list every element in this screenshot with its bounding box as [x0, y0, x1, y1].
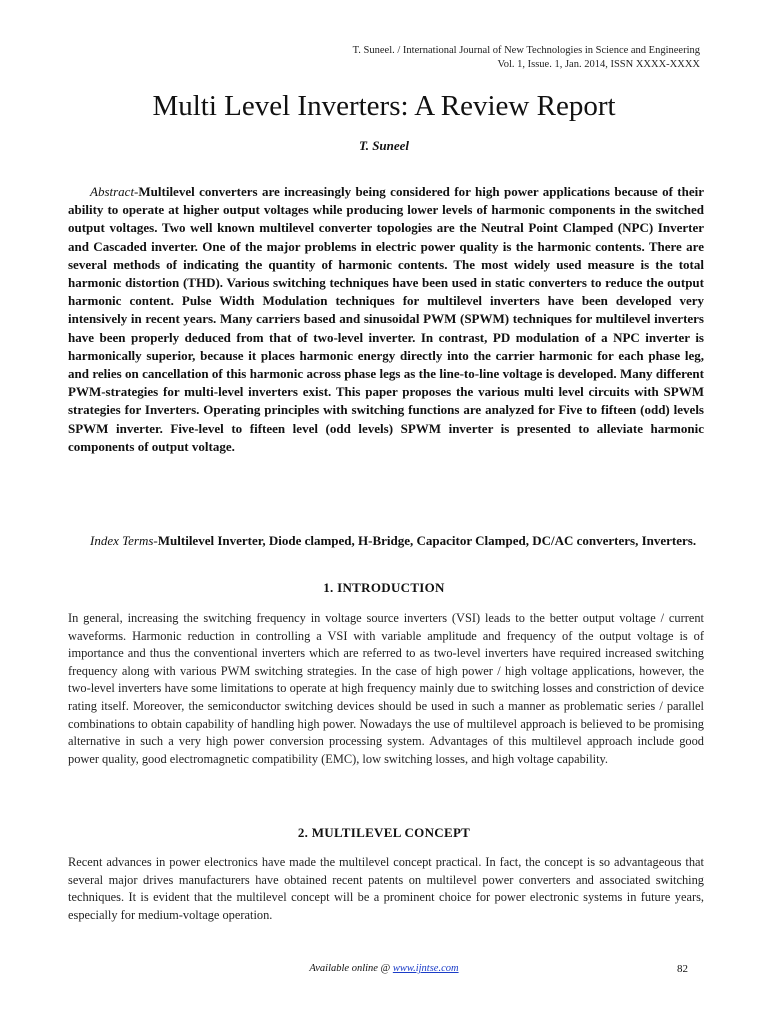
index-terms-label: Index Terms- — [90, 533, 158, 548]
abstract — [68, 183, 704, 456]
index-terms — [68, 532, 704, 550]
section-heading-multilevel-concept: 2. MULTILEVEL CONCEPT — [297, 825, 471, 840]
index-terms-text: Multilevel Inverter, Diode clamped, H-Bridge, Capacitor Clamped, DC/AC converters, Inverters. — [157, 533, 697, 548]
journal-citation-line: T. Suneel. / International Journal of New Technologies in Science and Engineering — [352, 45, 700, 56]
paper-title: Multi Level Inverters: A Review Report — [152, 90, 616, 122]
footer-availability — [0, 963, 768, 974]
journal-website-link[interactable]: www.ijntse.com — [392, 963, 459, 974]
page-number: 82 — [677, 963, 688, 975]
introduction-paragraph: In general, increasing the switching frequency in voltage source inverters (VSI) leads to the better output voltage / current waveforms. Harmonic reduction in controlling a VSI with variable amplitude and frequency of the output voltage is of importance and thus the conventional inverters which are referred to as two-level inverters have required increased switching frequency along with various PWM switching strategies. In the case of high power / high voltage applications, however, the two-level inverters have some limitations to operate at high frequency mainly due to switching losses and constriction of device rating itself. Moreover, the semiconductor switching devices should be used in such a manner as problematic series / parallel combinations to obtain capability of handling high power. Nowadays the use of multilevel approach is believed to be promising alternative in such a very high power conversion processing system. Advantages of this multilevel approach include good power quality, good electromagnetic compatibility (EMC), low switching losses, and high voltage capability. — [68, 611, 704, 766]
abstract-label: Abstract- — [90, 184, 139, 199]
journal-volume-line: Vol. 1, Issue. 1, Jan. 2014, ISSN XXXX-XXXX — [497, 59, 700, 70]
multilevel-concept-paragraph: Recent advances in power electronics have made the multilevel concept practical. In fact, the concept is so advantageous that several major drives manufacturers have obtained recent patents on multilevel power converters and associated switching techniques. It is evident that the multilevel concept will be a prominent choice for power electronic systems in future years, especially for medium-voltage operation. — [68, 855, 704, 922]
journal-header — [220, 44, 700, 72]
abstract-text: Multilevel converters are increasingly being considered for high power applications because of their ability to operate at higher output voltages while producing lower levels of harmonic components in the switched output voltages. Two well known multilevel converter topologies are the Neutral Point Clamped (NPC) Inverter and Cascaded inverter. One of the major problems in electric power quality is the harmonic contents. There are several methods of indicating the quantity of harmonic contents. The most widely used measure is the total harmonic distortion (THD). Various switching techniques have been used in static converters to reduce the output harmonic content. Pulse Width Modulation techniques for multilevel inverters have been developed very intensively in recent years. Many carriers based and sinusoidal PWM (SPWM) techniques for multilevel inverters have been properly deduced from that of two-level inverter. In contrast, PD modulation of a NPC inverter is harmonically superior, because it places harmonic energy directly into the carrier harmonic for each phase leg, and relies on cancellation of this harmonic across phase legs as the line-to-line voltage is developed. Many different PWM-strategies for multi-level inverters exist. This paper proposes the various multi level circuits with SPWM strategies for Inverters. Operating principles with switching functions are analyzed for Five to fifteen (odd) levels SPWM inverter. Five-level to fifteen level (odd levels) SPWM inverter is presented to alleviate harmonic components of output voltage. — [68, 184, 704, 454]
footer-available-prefix: Available online @ — [309, 963, 393, 974]
paper-author: T. Suneel — [358, 138, 410, 153]
section-heading-introduction: 1. INTRODUCTION — [323, 580, 445, 595]
